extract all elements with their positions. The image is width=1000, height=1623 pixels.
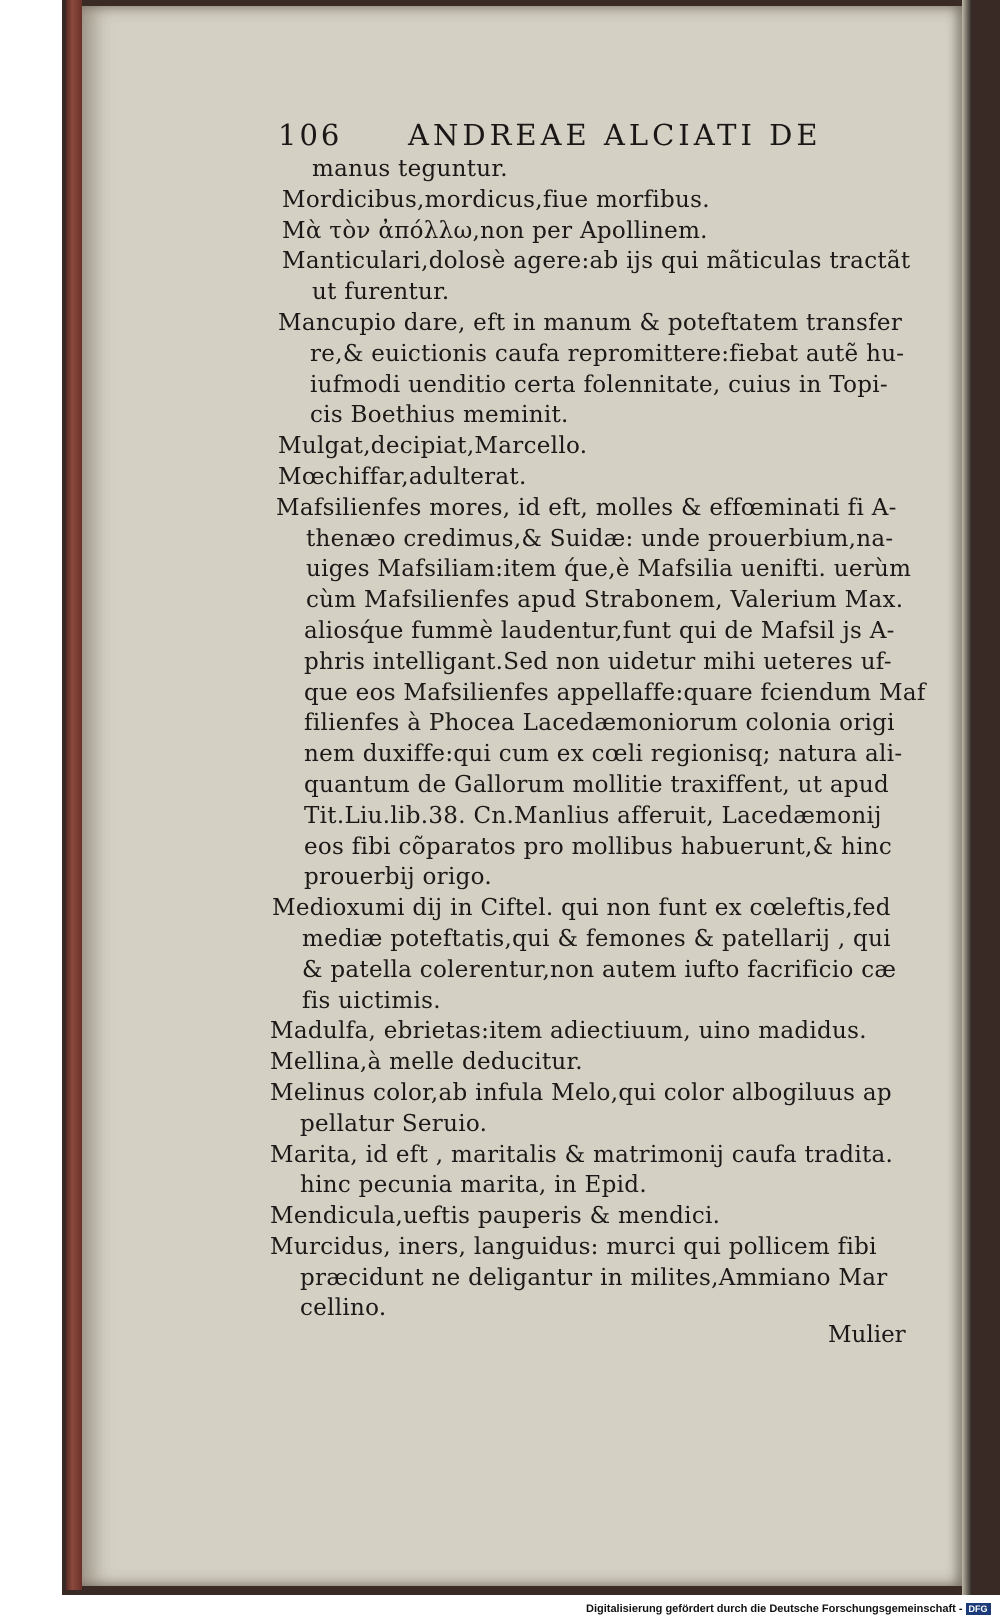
text-line: pellatur Seruio. (300, 1110, 488, 1137)
text-line: iufmodi uenditio certa folennitate, cuius in Topi- (310, 371, 889, 398)
text-line: uiges Mafsiliam:item q́ue,è Mafsilia uenifti. uerùm (306, 556, 912, 583)
text-line: aliosq́ue fummè laudentur,funt qui de Mafsil js A- (304, 617, 895, 644)
page-edge-shadow (962, 0, 972, 1595)
page-header (278, 118, 878, 154)
digitization-footer (586, 1603, 988, 1621)
text-line: manus teguntur. (312, 156, 508, 182)
text-line: mediæ poteftatis,qui & femones & patellarij , qui (302, 925, 891, 952)
text-line: Mendicula,ueftis pauperis & mendici. (270, 1203, 721, 1230)
text-line: Mafsilienfes mores, id eft, molles & effœminati fi A- (276, 494, 897, 521)
text-line: fis uictimis. (302, 987, 441, 1014)
running-title: ANDREAE ALCIATI DE (408, 118, 822, 152)
page-number: 106 (278, 118, 343, 152)
text-line: que eos Mafsilienfes appellaffe:quare fciendum Maf (304, 679, 926, 706)
text-line: Manticulari,dolosè agere:ab ijs qui mãticulas tractãt (282, 248, 911, 275)
text-line: Mellina,à melle deducitur. (270, 1049, 583, 1076)
text-line: cellino. (300, 1295, 387, 1322)
text-line: prouerbij origo. (304, 864, 492, 891)
catchword: Mulier (828, 1322, 906, 1348)
text-line: cis Boethius meminit. (310, 402, 569, 429)
text-line: ut furentur. (312, 279, 450, 306)
text-line: Marita, id eft , maritalis & matrimonij caufa tradita. (270, 1141, 894, 1168)
text-line: thenæo credimus,& Suidæ: unde prouerbium,na- (306, 525, 894, 552)
text-line: Melinus color,ab infula Melo,qui color albogiluus ap (270, 1079, 892, 1106)
text-line: Μὰ τὸν ἀπόλλω,non per Apollinem. (282, 217, 708, 244)
text-line: Medioxumi dij in Ciftel. qui non funt ex cœleftis,fed (272, 895, 891, 922)
text-line: Mordicibus,mordicus,fiue morfibus. (282, 186, 710, 213)
text-line: phris intelligant.Sed non uidetur mihi ueteres uf- (304, 648, 892, 675)
text-line: præcidunt ne deligantur in milites,Ammiano Mar (300, 1264, 888, 1291)
text-body (270, 154, 950, 1324)
text-line: re,& euictionis caufa repromittere:fiebat autẽ hu- (310, 340, 905, 367)
book-cover-edge (66, 0, 82, 1590)
text-line: nem duxiffe:qui cum ex cœli regionisq; natura ali- (304, 741, 903, 768)
text-line: & patella colerentur,non autem iufto facrificio cæ (302, 956, 897, 983)
text-line: hinc pecunia marita, in Epid. (300, 1172, 647, 1199)
text-line: quantum de Gallorum mollitie traxiffent, ut apud (304, 771, 890, 798)
text-line: Tit.Liu.lib.38. Cn.Manlius afferuit, Lacedæmonij (304, 802, 882, 829)
text-line: Mœchiffar,adulterat. (278, 463, 527, 490)
text-line: Murcidus, iners, languidus: murci qui pollicem fibi (270, 1233, 877, 1260)
dfg-badge: DFG (966, 1603, 991, 1615)
text-line: Madulfa, ebrietas:item adiectiuum, uino madidus. (270, 1018, 867, 1045)
text-line: Mancupio dare, eft in manum & poteftatem transfer (278, 309, 903, 336)
text-line: Mulgat,decipiat,Marcello. (278, 433, 588, 460)
text-line: filienfes à Phocea Lacedæmoniorum colonia origi (304, 710, 895, 737)
footer-text: Digitalisierung gefördert durch die Deutsche Forschungsgemeinschaft - (586, 1603, 963, 1615)
text-line: eos fibi cõparatos pro mollibus habuerunt,& hinc (304, 833, 893, 860)
text-line: cùm Mafsilienfes apud Strabonem, Valerium Max. (306, 587, 904, 614)
